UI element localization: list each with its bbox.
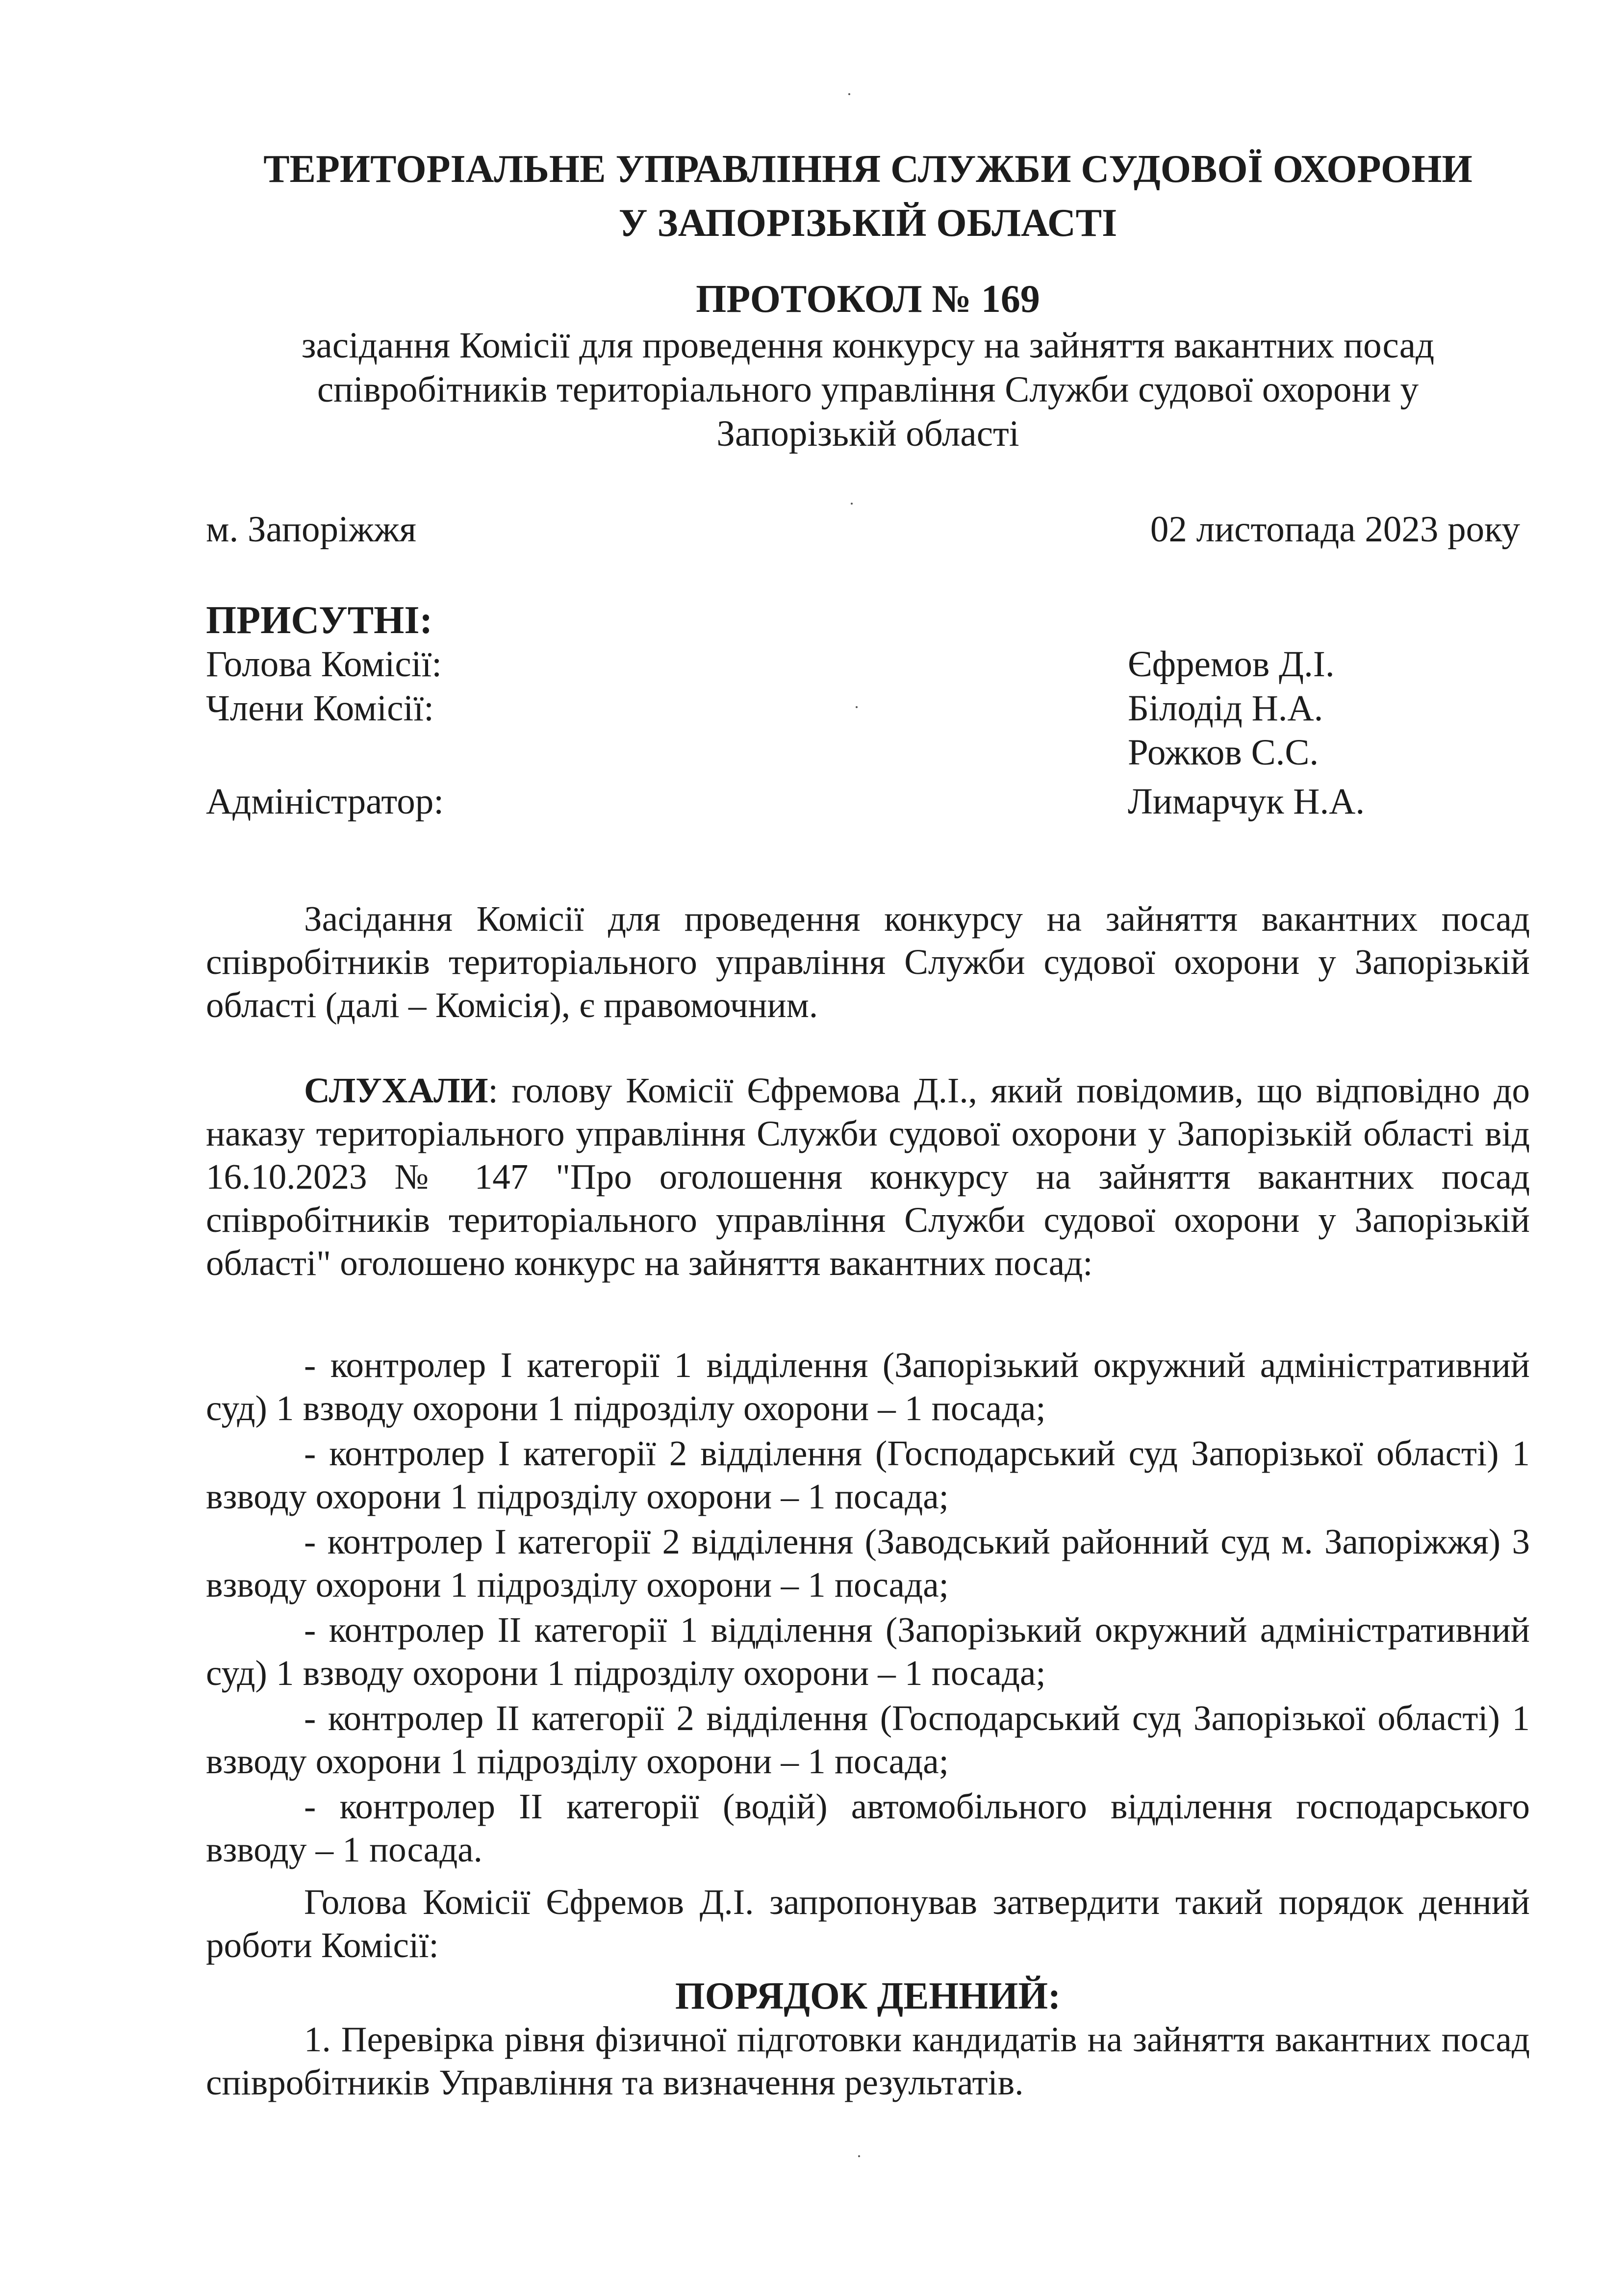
- agenda-item-1: 1. Перевірка рівня фізичної підготовки кандидатів на зайняття вакантних посад співробітників Управління та визначення результатів.: [206, 2019, 1530, 2102]
- admin-name: Лимарчук Н.А.: [1128, 781, 1365, 822]
- quorum-paragraph: Засідання Комісії для проведення конкурсу на зайняття вакантних посад співробітників територіального управління Служби судової охорони у Запорізькій області (далі – Комісія), є правомочним.: [206, 899, 1530, 1025]
- heard-paragraph: [206, 1069, 1530, 1285]
- position-item-1: - контролер І категорії 1 відділення (Запорізький окружний адміністративний суд) 1 взводу охорони 1 підрозділу охорони – 1 посада;: [206, 1345, 1530, 1428]
- scan-speck: [858, 2155, 860, 2157]
- protocol-subtitle: [206, 324, 1530, 456]
- position-item-4: - контролер ІІ категорії 1 відділення (Запорізький окружний адміністративний суд) 1 взводу охорони 1 підрозділу охорони – 1 посада;: [206, 1610, 1530, 1693]
- heard-text: : голову Комісії Єфремова Д.І., який повідомив, що відповідно до наказу територіального управління Служби судової охорони у Запорізькій області від 16.10.2023 № 147 "Про оголошення конкурсу на зайняття вакантних посад співробітників територіального управління Служби судової охорони у Запорізькій області" оголошено конкурс на зайняття вакантних посад:: [206, 1071, 1530, 1283]
- place: м. Запоріжжя: [206, 509, 416, 550]
- protocol-subtitle-line3: Запорізькій області: [716, 413, 1019, 454]
- chair-label: Голова Комісії:: [206, 644, 442, 685]
- position-item-6: - контролер ІІ категорії (водій) автомобільного відділення господарського взводу – 1 посада.: [206, 1786, 1530, 1869]
- date: 02 листопада 2023 року: [1150, 509, 1520, 550]
- heard-label: СЛУХАЛИ: [304, 1071, 488, 1110]
- member-name-1: Білодід Н.А.: [1128, 688, 1323, 729]
- place-and-date: [206, 508, 1520, 552]
- members-label: Члени Комісії:: [206, 688, 434, 729]
- position-item-2: - контролер І категорії 2 відділення (Господарський суд Запорізької області) 1 взводу охорони 1 підрозділу охорони – 1 посада;: [206, 1433, 1530, 1516]
- position-item-3: - контролер І категорії 2 відділення (Заводський районний суд м. Запоріжжя) 3 взводу охорони 1 підрозділу охорони – 1 посада;: [206, 1522, 1530, 1605]
- agenda-title: ПОРЯДОК ДЕННИЙ:: [675, 1974, 1061, 2017]
- scan-speck: [848, 93, 850, 95]
- admin-label: Адміністратор:: [206, 781, 444, 822]
- present-title: ПРИСУТНІ:: [206, 599, 433, 642]
- organization-title-line1: ТЕРИТОРІАЛЬНЕ УПРАВЛІННЯ СЛУЖБИ СУДОВОЇ ОХОРОНИ: [263, 148, 1472, 191]
- organization-title: [206, 142, 1530, 250]
- scan-speck: [851, 503, 853, 505]
- proposal-paragraph: Голова Комісії Єфремов Д.І. запропонував затвердити такий порядок денний роботи Комісії:: [206, 1882, 1530, 1965]
- protocol-title: ПРОТОКОЛ № 169: [696, 278, 1040, 321]
- organization-title-line2: У ЗАПОРІЗЬКІЙ ОБЛАСТІ: [618, 202, 1117, 245]
- protocol-subtitle-line1: засідання Комісії для проведення конкурсу на зайняття вакантних посад: [301, 325, 1435, 366]
- scan-speck: [856, 706, 858, 708]
- protocol-subtitle-line2: співробітників територіального управління Служби судової охорони у: [317, 369, 1419, 410]
- member-name-2: Рожков С.С.: [1128, 732, 1319, 773]
- chair-name: Єфремов Д.І.: [1128, 644, 1335, 685]
- position-item-5: - контролер ІІ категорії 2 відділення (Господарський суд Запорізької області) 1 взводу охорони 1 підрозділу охорони – 1 посада;: [206, 1698, 1530, 1781]
